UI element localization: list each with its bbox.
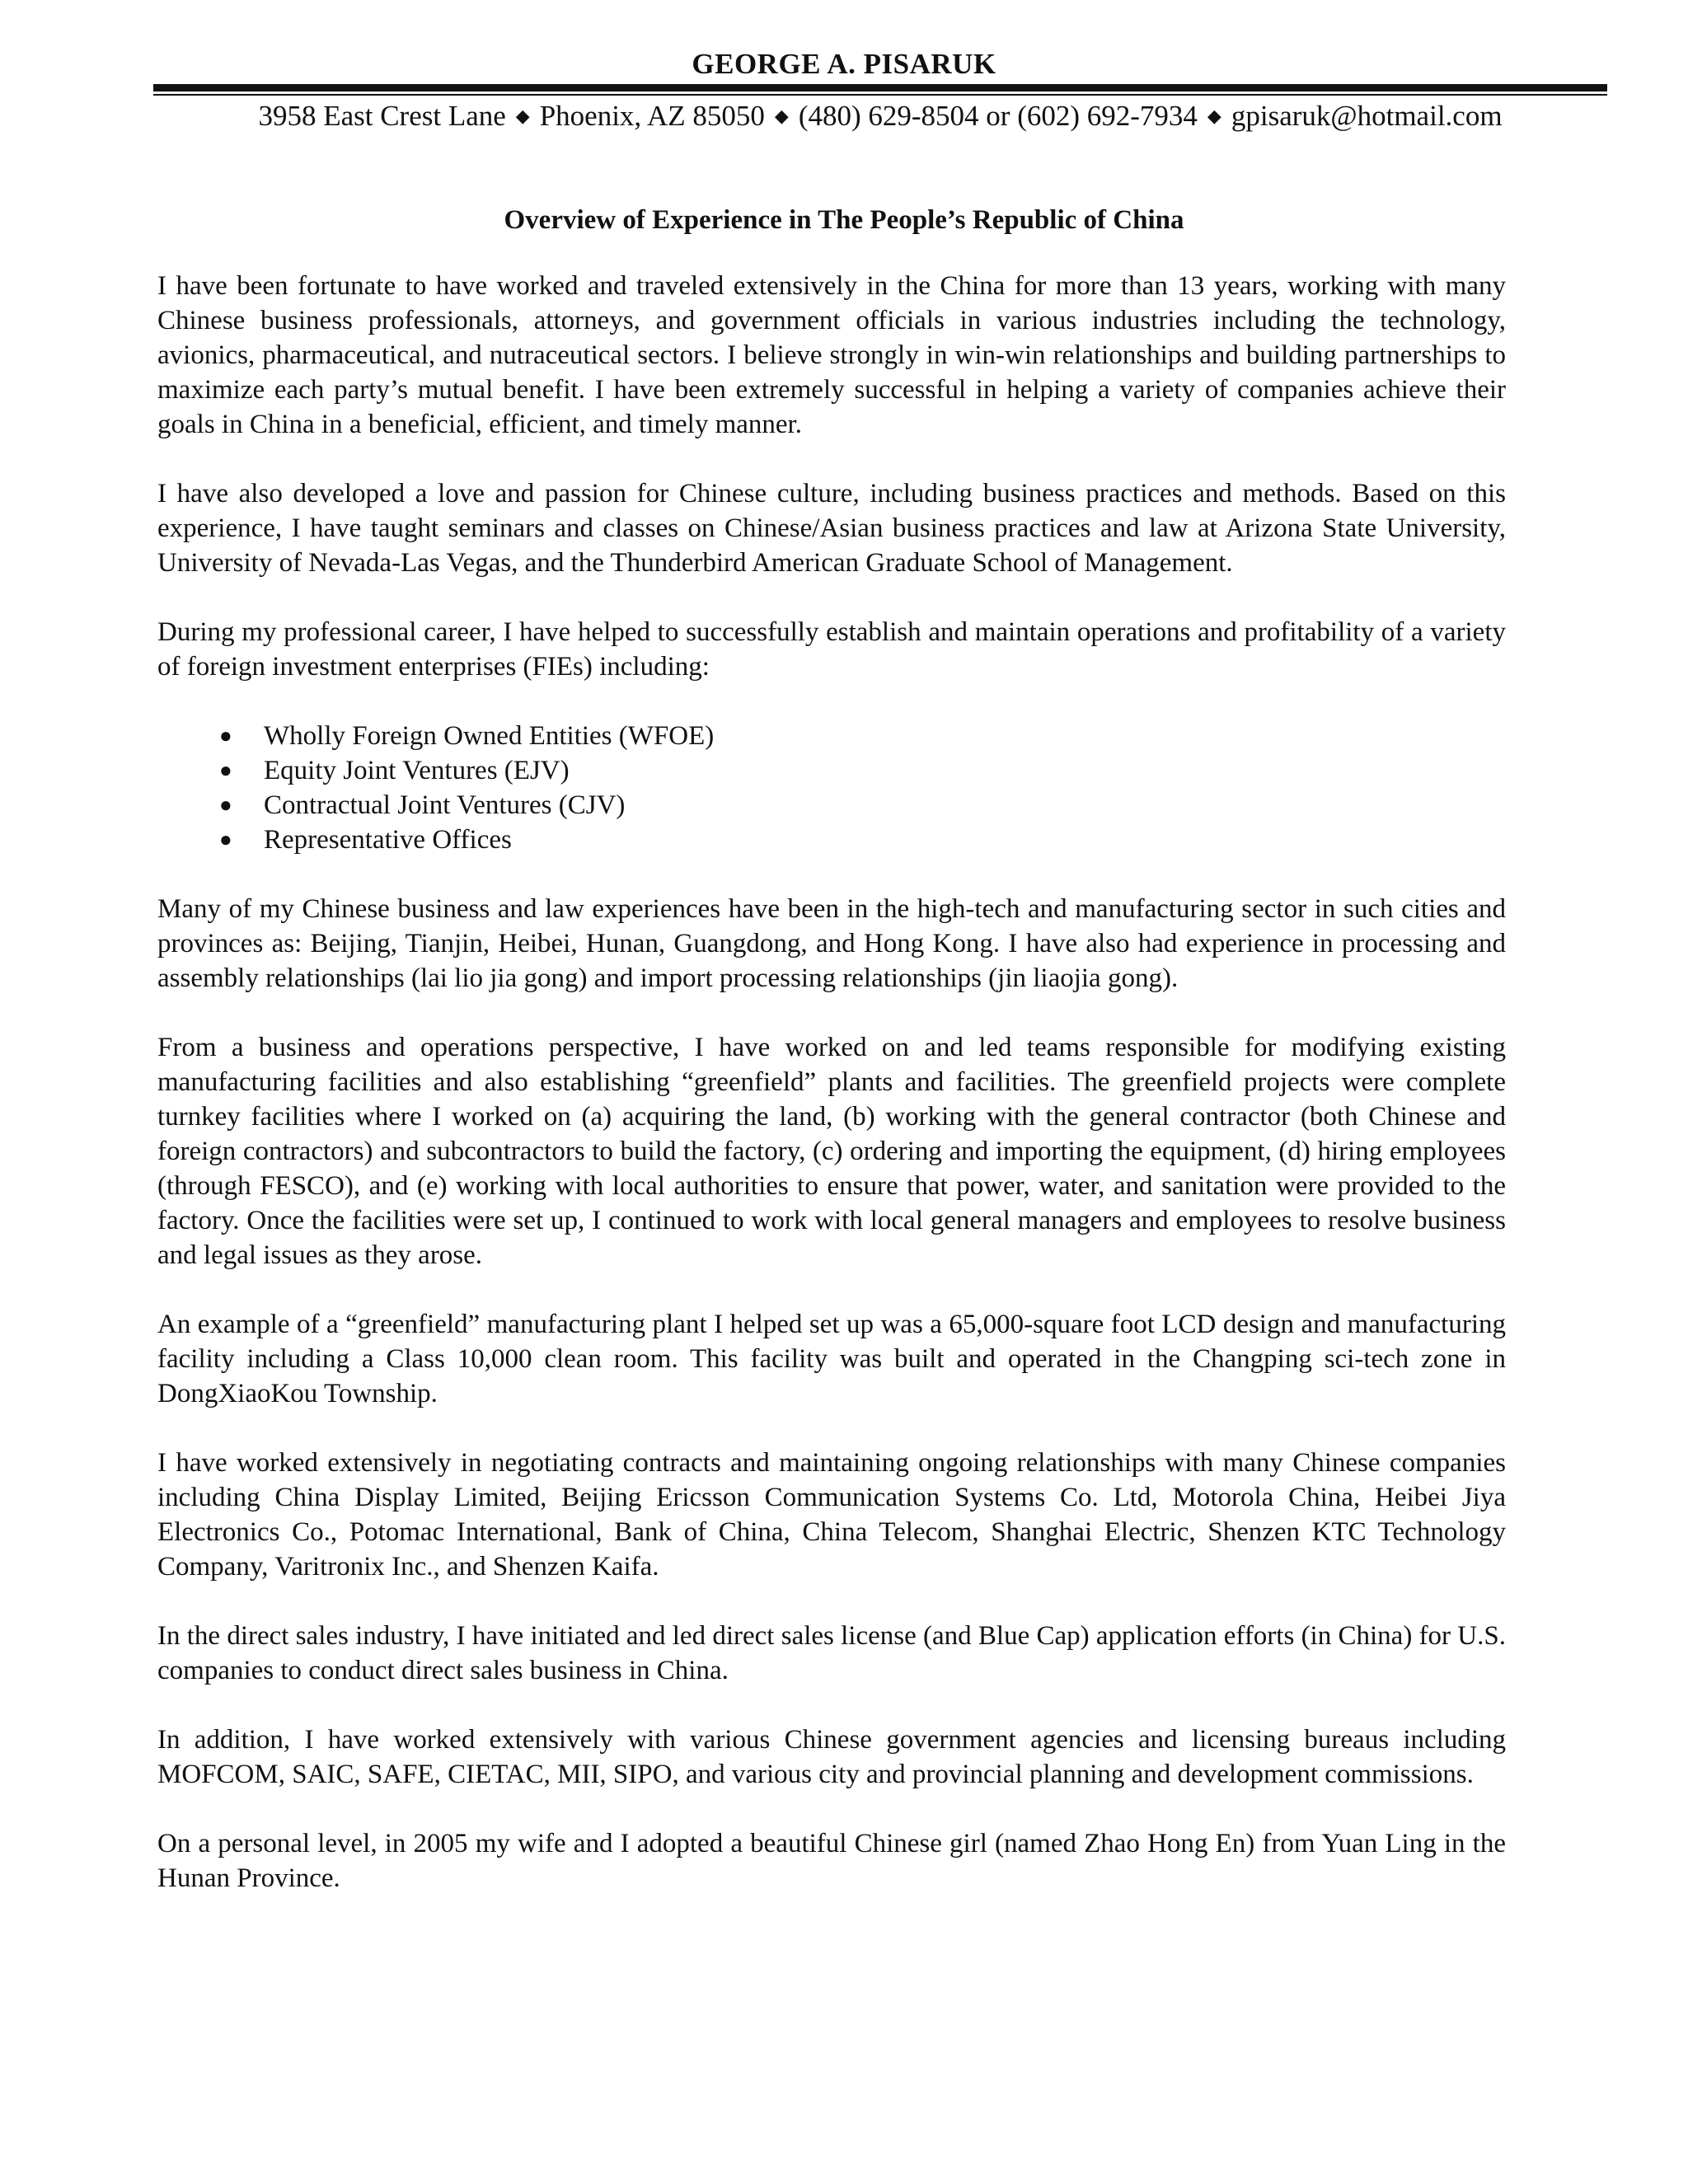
paragraph-greenfield-example: An example of a “greenfield” manufacturing plant I helped set up was a 65,000-square foot LCD design and manufacturing facility including a Class 10,000 clean room. This facility was built and operated in the Changping sci-tech zone in DongXiaoKou Township. <box>157 1310 1506 1408</box>
bullet-icon: ● <box>219 827 232 851</box>
list-item-text: Equity Joint Ventures (EJV) <box>264 756 570 785</box>
bullet-icon: ● <box>219 793 232 817</box>
list-item-text: Contractual Joint Ventures (CJV) <box>264 790 626 820</box>
fie-list <box>157 719 1506 857</box>
paragraph-government: In addition, I have worked extensively with various Chinese government agencies and licensing bureaus including MOFCOM, SAIC, SAFE, CIETAC, MII, SIPO, and various city and provincial planning and development commissions. <box>157 1725 1506 1789</box>
document-title: Overview of Experience in The People’s Republic of China <box>504 205 1184 235</box>
header-rule-thin <box>153 94 1607 96</box>
bullet-icon: ● <box>219 724 232 748</box>
list-item-text: Representative Offices <box>264 825 512 855</box>
contact-email: gpisaruk@hotmail.com <box>1231 100 1503 132</box>
body-text <box>157 269 1506 1930</box>
list-item <box>219 753 1506 788</box>
author-name: GEORGE A. PISARUK <box>692 48 996 80</box>
paragraph-culture: I have also developed a love and passion for Chinese culture, including business practices and methods. Based on this experience, I have taught seminars and classes on Chinese/Asian business practices and law at Arizona State University, University of Nevada-Las Vegas, and the Thunderbird American Graduate School of Management. <box>157 479 1506 578</box>
paragraph-operations: From a business and operations perspective, I have worked on and led teams responsible for modifying existing manufacturing facilities and also establishing “greenfield” plants and facilities. The greenfield projects were complete turnkey facilities where I worked on (a) acquiring the land, (b) working with the general contractor (both Chinese and foreign contractors) and subcontractors to build the factory, (c) ordering and importing the equipment, (d) hiring employees (through FESCO), and (e) working with local authorities to ensure that power, water, and sanitation were provided to the factory. Once the facilities were set up, I continued to work with local general managers and employees to resolve business and legal issues as they arose. <box>157 1033 1506 1270</box>
paragraph-personal: On a personal level, in 2005 my wife and I adopted a beautiful Chinese girl (named Zhao Hong En) from Yuan Ling in the Hunan Province. <box>157 1829 1506 1893</box>
list-item-text: Wholly Foreign Owned Entities (WFOE) <box>264 721 715 751</box>
paragraph-fie-intro: During my professional career, I have helped to successfully establish and maintain operations and profitability of a variety of foreign investment enterprises (FIEs) including: <box>157 617 1506 682</box>
paragraph-introduction: I have been fortunate to have worked and traveled extensively in the China for more than 13 years, working with many Chinese business professionals, attorneys, and government officials in various industries including the technology, avionics, pharmaceutical, and nutraceutical sectors. I believe strongly in win-win relationships and building partnerships to maximize each party’s mutual benefit. I have been extremely successful in helping a variety of companies achieve their goals in China in a beneficial, efficient, and timely manner. <box>157 271 1506 439</box>
list-item <box>219 719 1506 753</box>
paragraph-high-tech: Many of my Chinese business and law experiences have been in the high-tech and manufacturing sector in such cities and provinces as: Beijing, Tianjin, Heibei, Hunan, Guangdong, and Hong Kong. I have also had experience in processing and assembly relationships (lai lio jia gong) and import processing relationships (jin liaojia gong). <box>157 894 1506 993</box>
contact-city: Phoenix, AZ 85050 <box>539 100 765 132</box>
header-rule-thick <box>153 84 1607 91</box>
list-item <box>219 823 1506 857</box>
contact-line <box>153 96 1607 136</box>
bullet-icon: ● <box>219 758 232 782</box>
paragraph-negotiations: I have worked extensively in negotiating contracts and maintaining ongoing relationships with many Chinese companies including China Display Limited, Beijing Ericsson Communication Systems Co. Ltd, Motorola China, Heibei Jiya Electronics Co., Potomac International, Bank of China, China Telecom, Shanghai Electric, Shenzen KTC Technology Company, Varitronix Inc., and Shenzen Kaifa. <box>157 1448 1506 1582</box>
contact-address: 3958 East Crest Lane <box>258 100 506 132</box>
diamond-separator-icon: ◆ <box>515 105 530 126</box>
paragraph-direct-sales: In the direct sales industry, I have initiated and led direct sales license (and Blue Cap) application efforts (in China) for U.S. companies to conduct direct sales business in China. <box>157 1621 1506 1685</box>
contact-phones: (480) 629-8504 or (602) 692-7934 <box>798 100 1198 132</box>
diamond-separator-icon: ◆ <box>1207 105 1221 126</box>
diamond-separator-icon: ◆ <box>774 105 789 126</box>
list-item <box>219 788 1506 823</box>
